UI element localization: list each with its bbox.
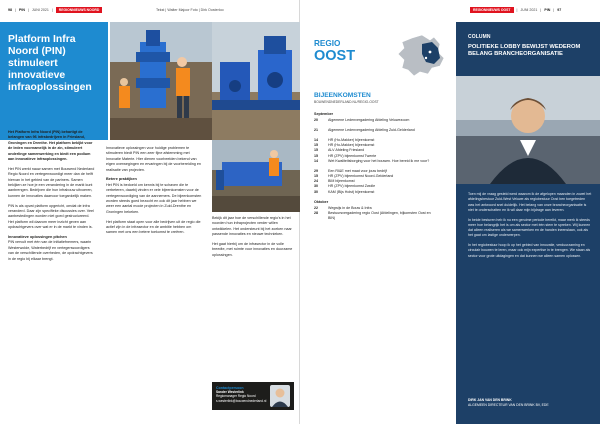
agenda-day: 24: [314, 179, 318, 184]
photo-valves: [212, 22, 300, 140]
separator: |: [540, 8, 542, 12]
page-number: 97: [557, 8, 562, 12]
agenda-day: 30: [314, 189, 318, 194]
article-paragraph: Bekijk dit jaar hoe de verschillende regio's in het noorden hun infraprojecten verder willen ontwikkelen. Het ondersteunt bij het zoeken naar passende innovaties en nieuwe technieken.: [212, 216, 292, 237]
article-paragraph: Het PIN is bedoeld om kennis bij te schaven die te verbeteren, daarbij vinden er vele bijeenkomsten voor de vertegenwoordiging van de aannemers. De bijeenkomsten worden steeds goed bezocht en ook dit jaar hebben we weer een aantal mooie projecten in Zuid-Drenthe en Groningen bekeken.: [106, 182, 202, 214]
right-running-header: [470, 6, 561, 14]
agenda-text: Een RI&E met maat voor jouw bedrijf: [328, 168, 387, 173]
agenda-text: Algemene Ledenvergadering Afdeling Zuid-Gelderland: [328, 128, 415, 132]
agenda-text: Algemene Ledenvergadering Afdeling Veluwezoom: [328, 118, 410, 122]
region-heading: [314, 40, 355, 64]
article-column-2: [106, 146, 202, 412]
agenda-text: Wegwijs in de Bouw & Infra: [328, 205, 372, 210]
article-column-3: [212, 216, 294, 358]
agenda-item[interactable]: [314, 190, 436, 195]
article-paragraph: Het gaat hierbij om de infrasector in de volle breedte, met ruimte voor innovaties en duurzame oplossingen.: [212, 242, 293, 257]
agenda-item[interactable]: [314, 159, 436, 164]
column-signature: [468, 398, 592, 407]
agenda-month: September: [314, 112, 334, 116]
article-column-1: [8, 130, 96, 420]
region-map-icon: [394, 32, 448, 78]
credits-text: Tekst | Walter Majoor Foto | Dirk Oosterloo: [156, 8, 224, 12]
magazine-name: PIN: [544, 8, 551, 12]
separator: |: [15, 8, 16, 12]
contact-role: Regiomanager Regio Noord: [216, 394, 256, 399]
agenda-text: ALV Afdeling Friesland: [328, 148, 365, 153]
agenda-text: KAM (Bijs Holst) bijeenkomst: [328, 189, 375, 194]
agenda-day: 20: [314, 118, 318, 122]
region-prefix: REGIO: [314, 39, 341, 48]
article-paragraph: Het platform staat open voor alle bedrijven uit de regio die actief zijn in de infrasector en de ambitie hebben om samen met ons een betere toekomst te creëren.: [106, 219, 201, 235]
column-paragraph: In beide besturen heb ik nu een geruime periode bereikt, maar merk ik steeds meer hoe belangrijk het is om als sector met één stem te spreken. Wij kunnen dat alleen realiseren als we samenwerken en de handen ineenslaan, ook als het gaat om lastige onderwerpen.: [468, 217, 591, 238]
region-name: OOST: [314, 47, 356, 64]
agenda-day: 29: [314, 168, 318, 173]
contact-details: [216, 386, 266, 403]
agenda-day: 14: [314, 158, 318, 163]
agenda-text: BIM bijeenkomst: [328, 179, 355, 184]
agenda-day: 15: [314, 148, 318, 153]
feature-title-block: [0, 22, 108, 140]
agenda-text: HR (ZPV) bijeenkomst Zwolle: [328, 184, 376, 189]
contact-title: Contactpersoon: [216, 386, 244, 390]
agenda-day: 15: [314, 153, 318, 158]
article-subheading: Betere praktijken: [106, 177, 137, 182]
article-paragraph: Innovatieve oplossingen voor huidige problemen te stimuleren biedt PIN een zeer fijne afstemming met Innovatie Materie. Hier dienen voorbeelden bekend van eigen overwegingen en ervaringen bij de voorbereiding en realisatie van projecten.: [106, 146, 201, 172]
credits: [156, 6, 224, 14]
agenda-text: HR (Ho-Makker) bijeenkomst: [328, 143, 375, 148]
column-paragraph: Toen mij de vraag gesteld werd waarom ik de afgelopen maanden in zowel het afdelingsbestuur Zuid-West Veluwe als regiobestuur Oost ben toegetreden was het antwoord snel duidelijk. Het belang van onze brancheorganisatie is niet te onderschatten en ik wil daar mijn bijdrage aan leveren.: [468, 192, 592, 212]
separator: |: [27, 8, 29, 12]
agenda-day: 15: [314, 174, 318, 178]
article-paragraph: PIN is als opvat platform opgericht, omdat de infra veranderd. Daar zijn specifieke discussies over. Veel aanbestedingen worden niet goed gestructureerd. Het platform wil daarom meer inzicht geven aan opdrachtgevers over wat er in de markt te vinden is.: [8, 203, 94, 230]
agenda-title: BIJEENKOMSTEN: [314, 92, 371, 99]
agenda-text: Bestuursvergadering regio Oost (Afdelingen, bijkomsten Oost en BIN): [328, 211, 431, 221]
separator: |: [516, 8, 518, 12]
issue-date: JUNI 2021: [520, 8, 538, 12]
photo-construction-site: [212, 140, 300, 212]
photo-pipe-workers: [110, 22, 212, 140]
agenda-link[interactable]: BOUWENDNEDERLAND.NL/REGIO-OOST: [314, 100, 379, 104]
agenda-text: HR (ZPV) bijeenkomst Twente: [328, 153, 377, 158]
agenda-text: Wet Kwaliteitsborging voor het bouwen. Hoe bereid ik me voor?: [328, 158, 430, 163]
left-running-header: [8, 6, 102, 14]
agenda-day: 28: [314, 211, 318, 215]
magazine-name: PIN: [18, 8, 25, 12]
contact-avatar: [270, 385, 290, 407]
article-paragraph: Het PIN werkt nauw samen met Bouwend Nederland Regio Noord en vertegenwoordigt meer dan de helft hiervan in het gebied van de partners. Samen bekijken ze hoe je een verandering in de markt kunt aanbrengen. Bedrijven die hun infrabouw uitvoeren, kunnen de innovaties daarvoor toegankelijk maken.: [8, 166, 95, 198]
agenda-month: Oktober: [314, 199, 329, 204]
author-name: DIRK JAN VAN DEN BRINK: [468, 398, 512, 402]
column-paragraph: In het regiobestuur hoop ik op het gebied van innovatie, verduurzaming en circulair bouwen te leren, maar ook mijn expertise in te brengen. We staan als sector voor grote uitdagingen en dat kunnen we alleen samen oplossen.: [468, 243, 591, 258]
contact-name: Sander Westerlink: [216, 390, 244, 395]
issue-date: JUNI 2021: [31, 8, 49, 12]
column-title: POLITIEKE LOBBY BEWIJST WEDEROM BELANG BRANCHEORGANISATIE: [468, 44, 581, 58]
agenda-item[interactable]: [314, 118, 436, 123]
agenda-day: 14: [314, 138, 318, 142]
column-panel: [456, 22, 600, 424]
column-author-photo: [456, 76, 600, 184]
page-number: 98: [8, 8, 12, 12]
section-tag: REGIONNIEUWS OOST: [470, 7, 514, 13]
agenda-day: 30: [314, 184, 318, 189]
contact-box: [212, 382, 294, 410]
agenda-day: 15: [314, 143, 318, 148]
agenda-day: 21: [314, 128, 318, 132]
article-paragraph: PIN vervult met één van de initiatiefnemers, waarin Westerwolde, Waterbedrijf en vertegenwoordigers van de verschillende overheden, de opdrachtgevers in de regio bij elkaar brengt.: [8, 240, 93, 261]
separator: |: [51, 8, 53, 12]
article-lead: Het Platform Infra Noord (PIN) behartigt de belangen van 96 infrabedrijven in Friesland, Groningen en Drenthe. Het platform bekijkt voor de leden voornamelijk in de zin, stimuleert onderlinge samenwerking en biedt een podium aan innovatieve infraoplossingen.: [8, 130, 93, 162]
author-role: ALGEMEEN DIRECTEUR VAN DEN BRINK BV, EDE: [468, 402, 549, 407]
section-tag: REGIONNIEUWS NOORD: [56, 7, 103, 13]
contact-email[interactable]: s.westerlink@bouwendnederland.nl: [216, 398, 267, 403]
agenda-text: HR (ZPV) bijeenkomst Noord-Gelderland: [328, 174, 394, 178]
column-body: [468, 192, 592, 388]
separator: |: [553, 8, 555, 12]
agenda-item[interactable]: [314, 128, 436, 133]
feature-title: Platform Infra Noord (PIN) stimuleert innovatieve infraoplossingen: [8, 34, 92, 93]
agenda-day: 22: [314, 205, 318, 210]
agenda-item[interactable]: [314, 211, 436, 221]
agenda-text: HR (Ho-Makker) bijeenkomst: [328, 138, 375, 142]
column-label: COLUMN: [468, 34, 491, 40]
article-subheading: Innovatieve oplossingen pitchen: [8, 235, 67, 240]
